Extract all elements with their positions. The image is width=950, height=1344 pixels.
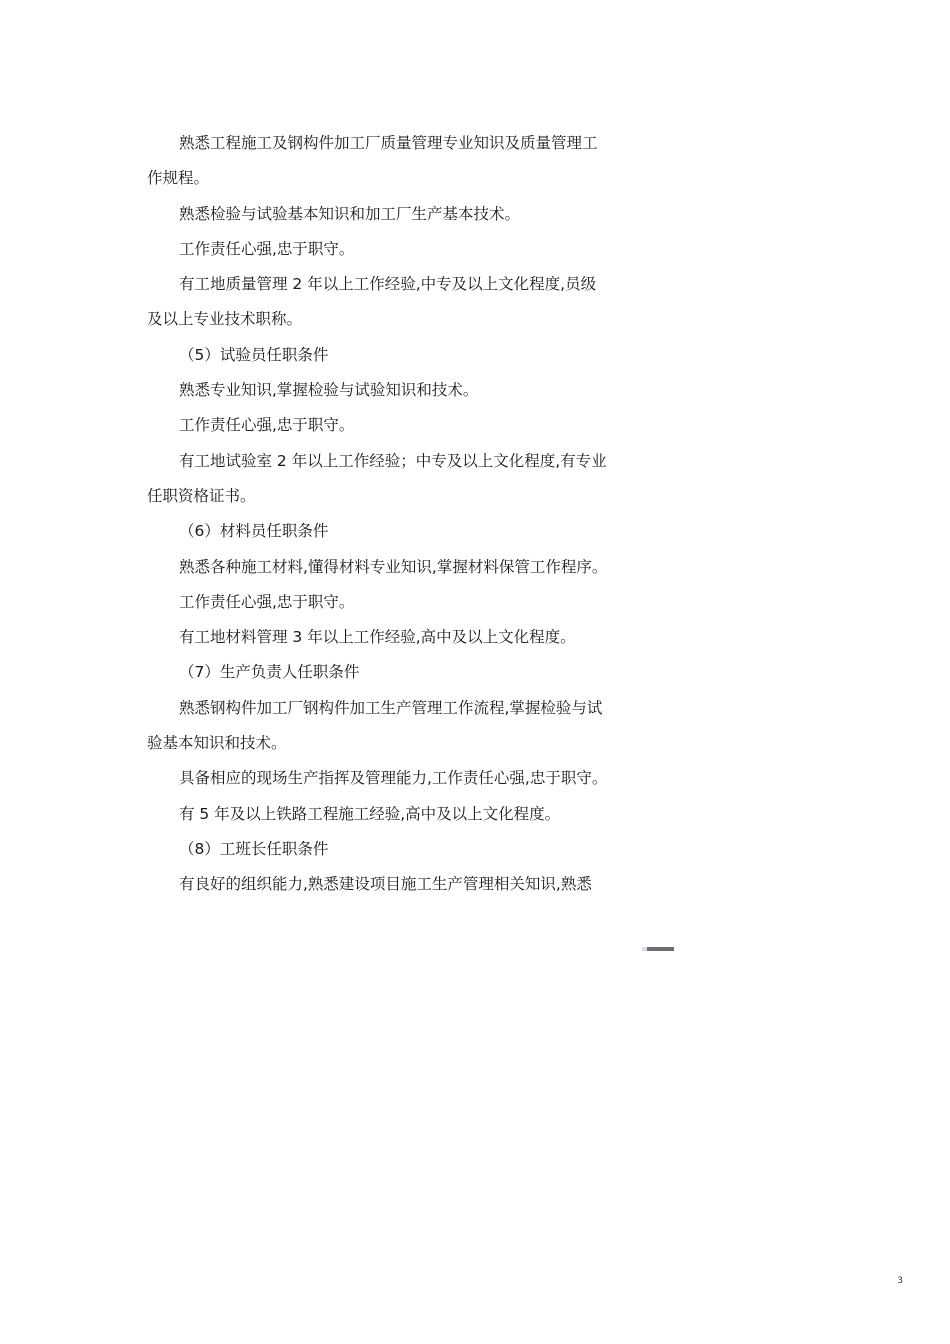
- section-heading: （7）生产负责人任职条件: [179, 663, 360, 682]
- page-number: 3: [897, 1276, 903, 1286]
- text-line: 有工地试验室 2 年以上工作经验；中专及以上文化程度,有专业: [179, 451, 607, 470]
- decorative-bar: [642, 947, 674, 951]
- text-line: 熟悉专业知识,掌握检验与试验知识和技术。: [179, 381, 479, 400]
- text-line: 工作责任心强,忠于职守。: [179, 239, 355, 258]
- text-line: 有工地质量管理 2 年以上工作经验,中专及以上文化程度,员级: [179, 275, 597, 294]
- text-line: 作规程。: [147, 169, 210, 188]
- text-line: 任职资格证书。: [147, 486, 256, 505]
- text-line: 熟悉钢构件加工厂钢构件加工生产管理工作流程,掌握检验与试: [179, 698, 603, 717]
- text-line: 熟悉检验与试验基本知识和加工厂生产基本技术。: [179, 204, 521, 223]
- section-heading: （6）材料员任职条件: [179, 522, 329, 541]
- text-line: 工作责任心强,忠于职守。: [179, 592, 355, 611]
- text-line: 有良好的组织能力,熟悉建设项目施工生产管理相关知识,熟悉: [179, 875, 592, 894]
- text-line: 有 5 年及以上铁路工程施工经验,高中及以上文化程度。: [179, 804, 561, 823]
- text-line: 验基本知识和技术。: [147, 734, 287, 753]
- text-line: 熟悉各种施工材料,懂得材料专业知识,掌握材料保管工作程序。: [179, 557, 608, 576]
- section-heading: （5）试验员任职条件: [179, 345, 329, 364]
- text-line: 及以上专业技术职称。: [147, 310, 303, 329]
- section-heading: （8）工班长任职条件: [179, 839, 329, 858]
- document-body: [147, 126, 627, 903]
- text-line: 工作责任心强,忠于职守。: [179, 416, 355, 435]
- text-line: 具备相应的现场生产指挥及管理能力,工作责任心强,忠于职守。: [179, 769, 608, 788]
- text-line: 有工地材料管理 3 年以上工作经验,高中及以上文化程度。: [179, 628, 576, 647]
- text-line: 熟悉工程施工及钢构件加工厂质量管理专业知识及质量管理工: [179, 134, 598, 152]
